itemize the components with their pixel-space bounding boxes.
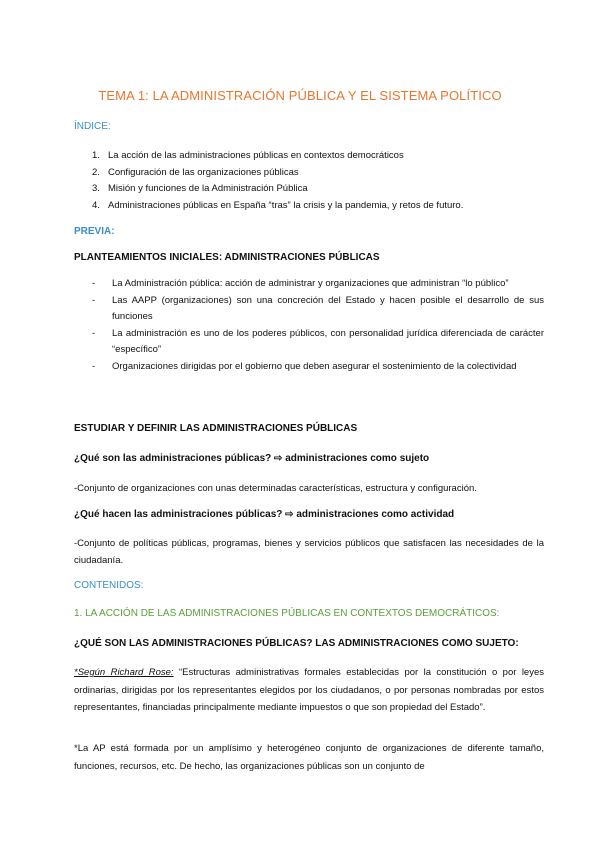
estudiar-heading: ESTUDIAR Y DEFINIR LAS ADMINISTRACIONES PÚBLICAS xyxy=(74,423,358,434)
rose-text: “Estructuras administrativas formales establecidas por la constitución o por leyes ordinarias, dirigidas por los representantes elegidos por los ciudadanos, o por personas nombradas por estos representantes, financiadas principalmente mediante impuestos o que son propiedad del Estado”. xyxy=(74,667,545,713)
planteamientos-heading: PLANTEAMIENTOS INICIALES: ADMINISTRACIONES PÚBLICAS xyxy=(74,252,380,263)
list-item: - La administración es uno de los poderes públicos, con personalidad jurídica diferenciada de carácter “específico” xyxy=(92,326,544,359)
answer-sujeto: -Conjunto de organizaciones con unas determinadas características, estructura y configuración. xyxy=(74,483,477,494)
answer-actividad: -Conjunto de políticas públicas, programas, bienes y servicios públicos que satisfacen las necesidades de la ciudadanía. xyxy=(74,538,544,566)
previa-bullet-list xyxy=(92,276,544,375)
question-actividad: ¿Qué hacen las administraciones públicas? ⇨ administraciones como actividad xyxy=(74,509,455,520)
ap-paragraph: *La AP está formada por un amplísimo y heterogéneo conjunto de organizaciones de diferente tamaño, funciones, recursos, etc. De hecho, las organizaciones públicas son un conjunto de xyxy=(74,743,544,772)
list-item: - Las AAPP (organizaciones) son una concreción del Estado y hacen posible el desarrollo de sus funciones xyxy=(92,293,544,326)
list-item: - Organizaciones dirigidas por el gobierno que deben asegurar el sostenimiento de la colectividad xyxy=(92,359,544,376)
section-1-heading: 1. LA ACCIÓN DE LAS ADMINISTRACIONES PÚBLICAS EN CONTEXTOS DEMOCRÁTICOS: xyxy=(74,608,500,619)
rose-label: *Según Richard Rose: xyxy=(74,667,174,678)
rose-definition xyxy=(74,664,544,717)
index-item: 3. Misión y funciones de la Administración Pública xyxy=(92,183,308,194)
index-list xyxy=(92,148,463,214)
document-title: TEMA 1: LA ADMINISTRACIÓN PÚBLICA Y EL SISTEMA POLÍTICO xyxy=(98,88,502,103)
contenidos-heading: CONTENIDOS: xyxy=(74,580,144,591)
index-heading: ÍNDICE: xyxy=(74,121,111,132)
index-item: 1. La acción de las administraciones públicas en contextos democráticos xyxy=(92,150,404,161)
question-sujeto: ¿Qué son las administraciones públicas? ⇨ administraciones como sujeto xyxy=(74,453,430,464)
index-item: 4. Administraciones públicas en España “tras” la crisis y la pandemia, y retos de futuro. xyxy=(92,199,464,211)
index-item: 2. Configuración de las organizaciones públicas xyxy=(92,166,299,178)
previa-heading: PREVIA: xyxy=(74,226,115,237)
list-item: - La Administración pública: acción de administrar y organizaciones que administran “lo público” xyxy=(92,276,544,293)
que-son-heading: ¿QUÉ SON LAS ADMINISTRACIONES PÚBLICAS? LAS ADMINISTRACIONES COMO SUJETO: xyxy=(74,638,519,649)
